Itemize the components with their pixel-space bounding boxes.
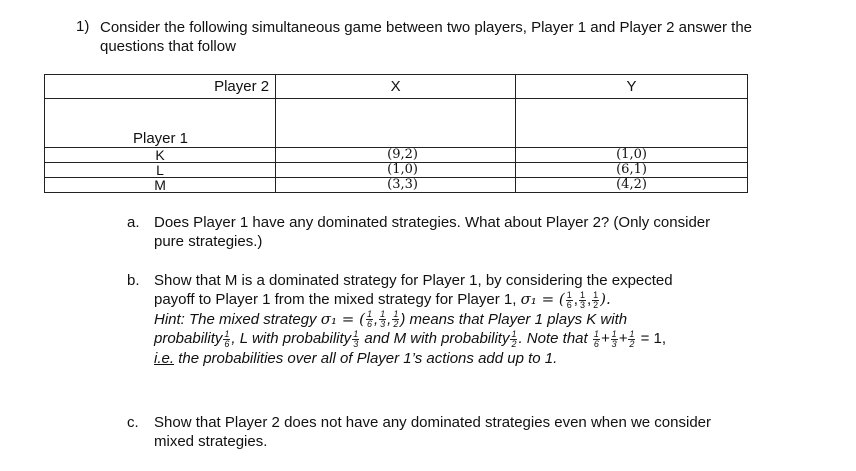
fraction: $\frac{1}{3}$ [579, 289, 585, 310]
column-y-header: Y [516, 75, 748, 99]
fraction: $\frac{1}{6}$ [224, 328, 230, 349]
item-b-line2: payoff to Player 1 from the mixed strategy for Player 1, σ₁ = ( $\frac{1}{6}$ , $\frac{1}{3}$ , $\frac{1}{2}$ ). [154, 289, 611, 310]
item-a-label: a. [127, 214, 140, 231]
fraction: $\frac{1}{6}$ [366, 309, 372, 330]
item-a-text: Does Player 1 have any dominated strategies. What about Player 2? (Only consider pure strategies.) [154, 214, 711, 250]
table-row [45, 163, 748, 178]
item-b [127, 271, 754, 368]
player1-label: Player 1 [133, 130, 189, 147]
strategy-cell: M [45, 178, 276, 193]
item-b-line1: Show that M is a dominated strategy for Player 1, by considering the expected [154, 272, 673, 289]
item-b-label: b. [127, 272, 140, 289]
payoff-table [44, 74, 748, 193]
fraction: $\frac{1}{3}$ [611, 328, 617, 349]
column-x-header: X [276, 75, 516, 99]
item-a [127, 213, 714, 251]
table-player1-row [45, 99, 748, 148]
fraction: $\frac{1}{2}$ [593, 289, 599, 310]
fraction: $\frac{1}{2}$ [393, 309, 399, 330]
table-row [45, 148, 748, 163]
question-text: Consider the following simultaneous game between two players, Player 1 and Player 2 answer the questions that follow [100, 19, 753, 55]
fraction: $\frac{1}{6}$ [593, 328, 599, 349]
question-number: 1) [76, 18, 90, 35]
payoff-cell: (4,2) [516, 178, 748, 193]
player2-label: Player 2 [45, 75, 276, 99]
fraction: $\frac{1}{2}$ [511, 328, 517, 349]
strategy-cell: L [45, 163, 276, 178]
payoff-cell: (1,0) [276, 163, 516, 178]
payoff-cell: (6,1) [516, 163, 748, 178]
item-b-probabilities: probability $\frac{1}{6}$ , L with probability $\frac{1}{3}$ and M with probability $\frac{1}{2}$ . Note that $\frac{1}{6}$ + $\frac{1}{3}$ + $\frac{1}{2}$ = 1, [154, 328, 667, 349]
item-c [127, 413, 714, 451]
table-row [45, 178, 748, 193]
item-c-label: c. [127, 414, 139, 431]
fraction: $\frac{1}{3}$ [353, 328, 359, 349]
fraction: $\frac{1}{2}$ [629, 328, 635, 349]
strategy-cell: K [45, 148, 276, 163]
sigma-equation: σ₁ = ( [520, 290, 565, 308]
item-c-text: Show that Player 2 does not have any dominated strategies even when we consider mixed strategies. [154, 414, 712, 450]
item-b-hint: Hint: The mixed strategy σ₁ = ( $\frac{1}{6}$ , $\frac{1}{3}$ , $\frac{1}{2}$ ) means that Player 1 plays K with [154, 309, 628, 330]
table-header-row [45, 75, 748, 99]
fraction: $\frac{1}{3}$ [380, 309, 386, 330]
payoff-cell: (9,2) [276, 148, 516, 163]
item-b-ie: i.e. the probabilities over all of Player 1’s actions add up to 1. [154, 349, 558, 367]
fraction: $\frac{1}{6}$ [566, 289, 572, 310]
payoff-cell: (1,0) [516, 148, 748, 163]
payoff-cell: (3,3) [276, 178, 516, 193]
